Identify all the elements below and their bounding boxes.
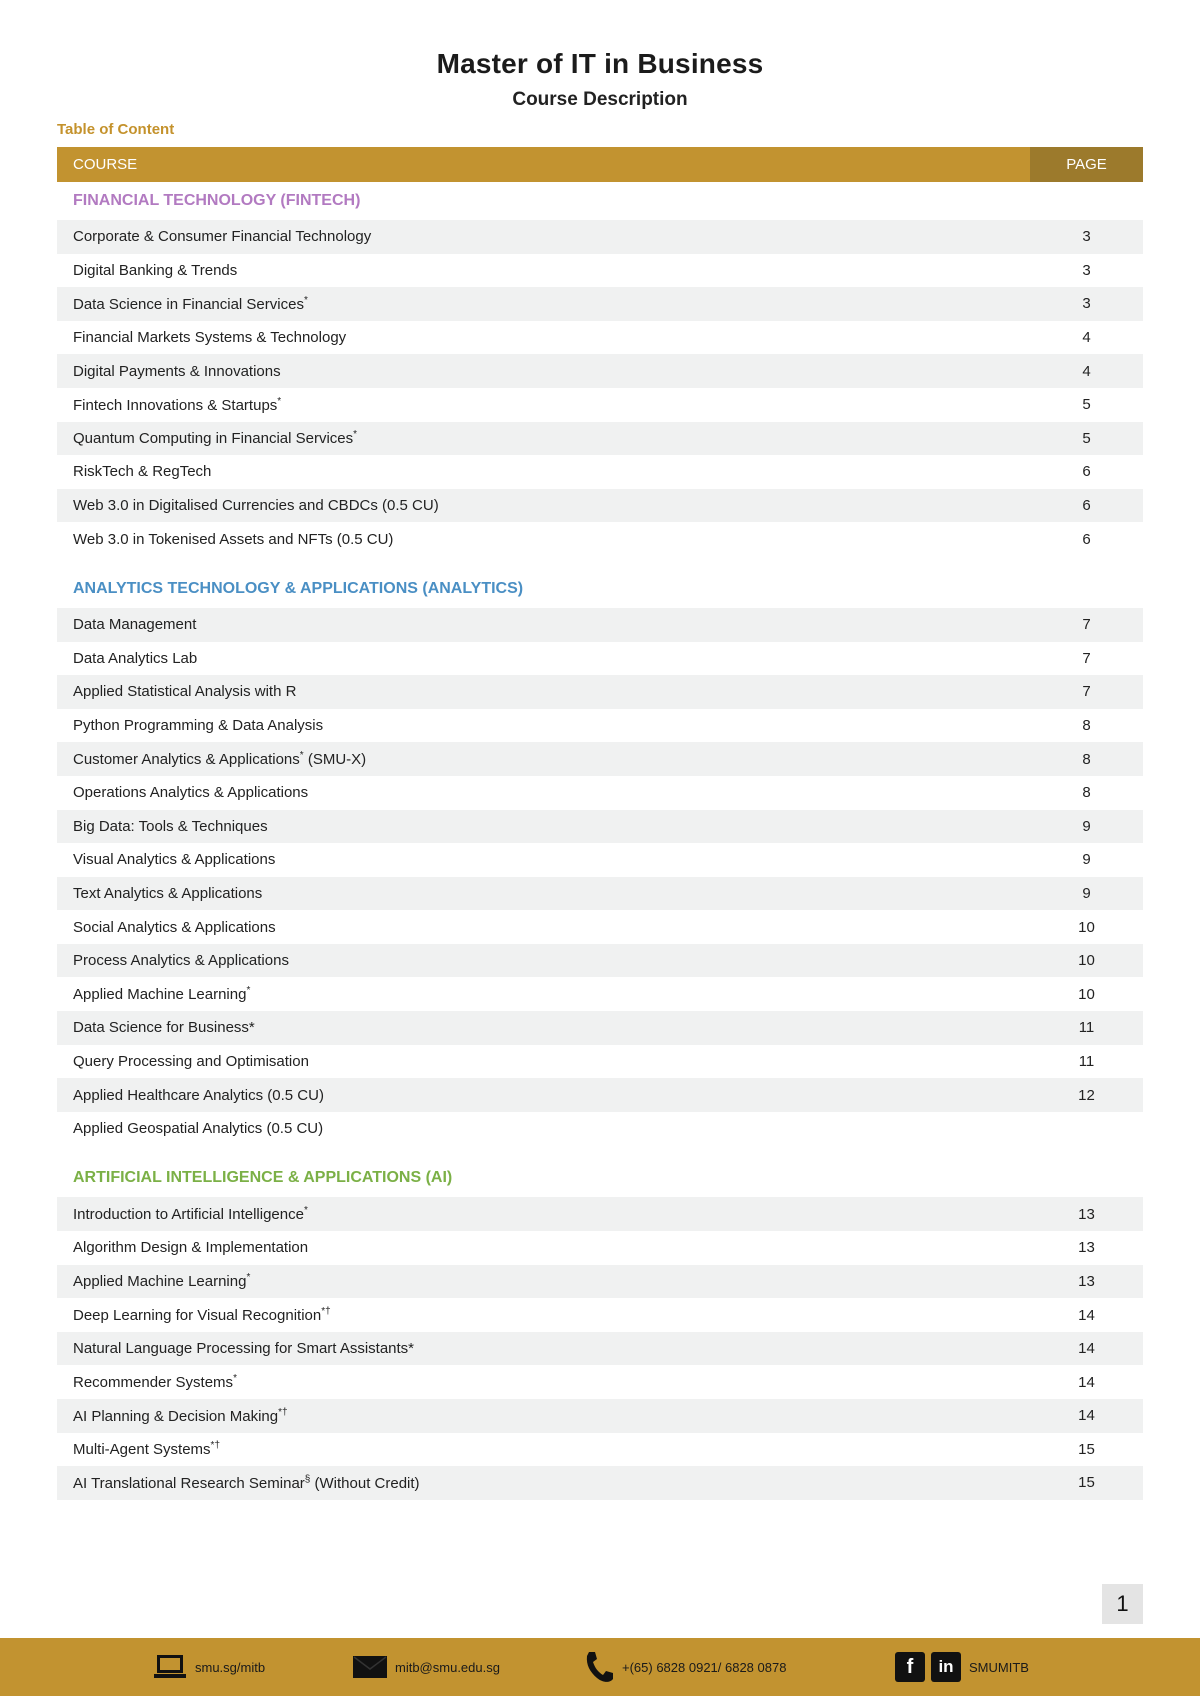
footer-social-text: SMUMITB (969, 1659, 1029, 1675)
table-row[interactable] (57, 843, 1143, 877)
laptop-icon (153, 1653, 187, 1681)
course-title: Algorithm Design & Implementation (73, 1239, 309, 1257)
course-name (57, 1373, 1030, 1391)
course-title: Web 3.0 in Tokenised Assets and NFTs (0.5 CU) (73, 530, 394, 548)
table-row[interactable] (57, 977, 1143, 1011)
course-title: Data Management (73, 616, 197, 634)
table-row[interactable] (57, 1045, 1143, 1079)
page-cell: 3 (1082, 228, 1091, 246)
page-cell: 4 (1082, 329, 1091, 347)
course-title: Applied Geospatial Analytics (0.5 CU) (73, 1120, 324, 1138)
course-table (57, 147, 1143, 1500)
course-title: AI Translational Research Seminar (73, 1474, 305, 1492)
course-title: Multi-Agent Systems (73, 1441, 211, 1459)
table-row[interactable] (57, 1365, 1143, 1399)
course-title: Applied Machine Learning (73, 1273, 247, 1291)
table-row[interactable] (57, 910, 1143, 944)
footnote-marker: * (299, 750, 304, 762)
table-row[interactable] (57, 1265, 1143, 1299)
toc-label: Table of Content (57, 121, 175, 138)
page-cell: 4 (1082, 362, 1091, 380)
course-title: Social Analytics & Applications (73, 918, 276, 936)
table-row[interactable] (57, 354, 1143, 388)
course-name (57, 851, 1030, 868)
footnote-marker: * (353, 429, 358, 441)
column-header-page: PAGE (1030, 147, 1143, 182)
table-row[interactable] (57, 1231, 1143, 1265)
table-row[interactable] (57, 388, 1143, 422)
table-row[interactable] (57, 321, 1143, 355)
table-row[interactable] (57, 810, 1143, 844)
footnote-marker: * (277, 395, 282, 407)
page-cell: 6 (1082, 463, 1091, 481)
course-title: Natural Language Processing for Smart Assistants* (73, 1340, 415, 1358)
course-name (57, 919, 1030, 936)
page-cell: 6 (1082, 530, 1091, 548)
phone-icon (584, 1650, 614, 1684)
facebook-icon[interactable]: f (895, 1652, 925, 1682)
course-title: Customer Analytics & Applications (73, 751, 300, 769)
course-title: Digital Payments & Innovations (73, 362, 281, 380)
table-row[interactable] (57, 1197, 1143, 1231)
linkedin-icon[interactable]: in (931, 1652, 961, 1682)
footnote-marker: * (303, 294, 308, 306)
table-row[interactable] (57, 522, 1143, 556)
sections-container (57, 182, 1143, 1500)
table-row[interactable] (57, 422, 1143, 456)
page-cell: 7 (1082, 649, 1091, 667)
course-name (57, 1087, 1030, 1104)
course-name (57, 650, 1030, 667)
column-header-course: COURSE (73, 156, 138, 173)
course-name (57, 1272, 1030, 1290)
footnote-marker: * (246, 1272, 251, 1284)
page-cell: 10 (1078, 918, 1095, 936)
page-cell: 3 (1082, 261, 1091, 279)
table-row[interactable] (57, 776, 1143, 810)
page-cell: 8 (1082, 784, 1091, 802)
footer-website[interactable] (153, 1638, 265, 1696)
course-name (57, 818, 1030, 835)
table-row[interactable] (57, 254, 1143, 288)
page-number: 1 (1102, 1584, 1143, 1624)
course-name (57, 616, 1030, 633)
course-name (57, 1120, 1030, 1137)
table-row[interactable] (57, 1011, 1143, 1045)
table-row[interactable] (57, 1298, 1143, 1332)
course-name (57, 1239, 1030, 1256)
course-name (57, 750, 1030, 768)
page-cell: 9 (1082, 884, 1091, 902)
footer-phone-text: +(65) 6828 0921/ 6828 0878 (622, 1659, 787, 1675)
course-name (57, 262, 1030, 279)
page-cell: 14 (1078, 1340, 1095, 1358)
course-name (57, 396, 1030, 414)
course-suffix: (SMU-X) (303, 751, 367, 769)
section-title: FINANCIAL TECHNOLOGY (FINTECH) (73, 192, 361, 209)
footer-social[interactable] (895, 1638, 1029, 1696)
page-subtitle: Course Description (512, 89, 688, 110)
section-gap (57, 556, 1143, 570)
page-cell: 3 (1082, 295, 1091, 313)
course-title: Applied Statistical Analysis with R (73, 683, 297, 701)
course-name (57, 531, 1030, 548)
course-title: Visual Analytics & Applications (73, 851, 276, 869)
section-title: ARTIFICIAL INTELLIGENCE & APPLICATIONS (AI) (73, 1169, 453, 1187)
course-name (57, 429, 1030, 447)
table-row[interactable] (57, 742, 1143, 776)
page-cell: 8 (1082, 717, 1091, 735)
course-title: Python Programming & Data Analysis (73, 717, 324, 735)
table-row[interactable] (57, 608, 1143, 642)
course-name (57, 363, 1030, 380)
course-title: RiskTech & RegTech (73, 463, 212, 481)
page-cell: 15 (1078, 1440, 1095, 1458)
course-title: Fintech Innovations & Startups (73, 396, 278, 414)
footnote-marker: * (233, 1373, 237, 1385)
course-name (57, 885, 1030, 902)
page-cell: 5 (1082, 396, 1091, 414)
course-title: Introduction to Artificial Intelligence (73, 1206, 304, 1224)
page-cell: 10 (1078, 952, 1095, 970)
envelope-icon (353, 1655, 387, 1679)
course-title: Big Data: Tools & Techniques (73, 817, 268, 835)
footnote-marker: *† (278, 1406, 288, 1418)
course-name (57, 1053, 1030, 1070)
course-name (57, 952, 1030, 969)
table-row[interactable] (57, 1399, 1143, 1433)
page-cell: 15 (1078, 1474, 1095, 1492)
page-cell: 8 (1082, 750, 1091, 768)
footnote-marker: * (246, 985, 251, 997)
course-title: Data Science for Business* (73, 1019, 255, 1037)
course-title: Web 3.0 in Digitalised Currencies and CBDCs (0.5 CU) (73, 497, 439, 515)
page-title: Master of IT in Business (436, 48, 764, 79)
table-row[interactable] (57, 1433, 1143, 1467)
table-row[interactable] (57, 1332, 1143, 1366)
course-title: Text Analytics & Applications (73, 884, 263, 902)
course-title: Applied Healthcare Analytics (0.5 CU) (73, 1086, 324, 1104)
footnote-marker: * (303, 1205, 308, 1217)
footer-phone[interactable] (584, 1638, 786, 1696)
footer-email-text: mitb@smu.edu.sg (395, 1659, 500, 1675)
table-row[interactable] (57, 1466, 1143, 1500)
course-name (57, 1440, 1030, 1458)
page-cell: 13 (1078, 1239, 1095, 1257)
course-name (57, 228, 1030, 245)
course-title: Quantum Computing in Financial Services (73, 430, 354, 448)
course-title: Data Analytics Lab (73, 649, 198, 667)
table-header (57, 147, 1143, 182)
page-cell: 7 (1082, 683, 1091, 701)
table-row[interactable] (57, 642, 1143, 676)
course-name (57, 497, 1030, 514)
page-cell: 5 (1082, 429, 1091, 447)
page-cell: 11 (1078, 1019, 1095, 1037)
page-cell: 9 (1082, 817, 1091, 835)
page-cell: 9 (1082, 851, 1091, 869)
footer-website-text: smu.sg/mitb (195, 1659, 266, 1675)
page-cell: 10 (1078, 985, 1095, 1003)
course-title: Corporate & Consumer Financial Technology (73, 228, 372, 246)
course-name (57, 1019, 1030, 1036)
table-row[interactable] (57, 287, 1143, 321)
footer-email[interactable] (353, 1638, 500, 1696)
course-name (57, 985, 1030, 1003)
course-name (57, 683, 1030, 700)
page-cell: 13 (1078, 1205, 1095, 1223)
page-cell: 14 (1078, 1407, 1095, 1425)
course-title: Applied Machine Learning (73, 986, 247, 1004)
course-title: Operations Analytics & Applications (73, 784, 309, 802)
course-name (57, 463, 1030, 480)
course-title: Recommender Systems (73, 1374, 234, 1392)
table-row[interactable] (57, 675, 1143, 709)
course-name (57, 1474, 1030, 1492)
course-name (57, 1306, 1030, 1324)
page-cell: 14 (1078, 1373, 1095, 1391)
table-row[interactable] (57, 455, 1143, 489)
course-name (57, 329, 1030, 346)
course-title: Deep Learning for Visual Recognition (73, 1307, 322, 1325)
course-suffix: (Without Credit) (310, 1474, 420, 1492)
course-title: Digital Banking & Trends (73, 261, 238, 279)
table-row[interactable] (57, 877, 1143, 911)
page-cell: 6 (1082, 497, 1091, 515)
section-gap (57, 1145, 1143, 1159)
course-name (57, 784, 1030, 801)
page-cell: 14 (1078, 1306, 1095, 1324)
page-cell: 12 (1078, 1086, 1095, 1104)
footer-bar (0, 1638, 1200, 1696)
page-cell: 13 (1078, 1272, 1095, 1290)
table-row[interactable] (57, 1078, 1143, 1112)
page-cell: 7 (1082, 616, 1091, 634)
course-title: AI Planning & Decision Making (73, 1407, 279, 1425)
table-row[interactable] (57, 489, 1143, 523)
course-name (57, 1205, 1030, 1223)
course-title: Process Analytics & Applications (73, 952, 289, 970)
table-row[interactable] (57, 220, 1143, 254)
course-name (57, 1340, 1030, 1357)
course-title: Query Processing and Optimisation (73, 1052, 309, 1070)
course-name (57, 1407, 1030, 1425)
table-row[interactable] (57, 944, 1143, 978)
course-title: Financial Markets Systems & Technology (73, 329, 347, 347)
course-name (57, 717, 1030, 734)
footnote-marker: *† (321, 1306, 331, 1318)
table-row[interactable] (57, 709, 1143, 743)
table-row[interactable] (57, 1112, 1143, 1146)
course-title: Data Science in Financial Services (73, 295, 304, 313)
section-title: ANALYTICS TECHNOLOGY & APPLICATIONS (ANALYTICS) (73, 579, 524, 597)
course-name (57, 295, 1030, 313)
footnote-marker: *† (210, 1440, 220, 1452)
page-cell: 11 (1078, 1052, 1095, 1070)
footnote-marker: § (304, 1473, 311, 1485)
